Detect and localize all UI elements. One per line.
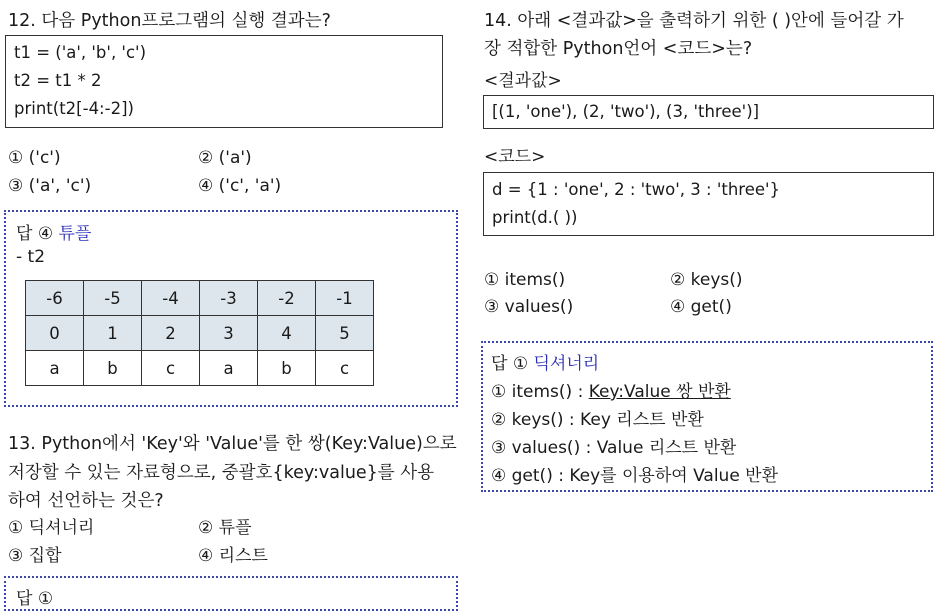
explain-line-1: [491, 377, 731, 402]
result-text: [(1, 'one'), (2, 'two'), (3, 'three')]: [492, 102, 760, 121]
q13-line-3: 하여 선언하는 것은?: [8, 491, 164, 511]
explain-line-4: ④ get() : Key를 이용하여 Value 반환: [491, 466, 779, 486]
table-cell: -3: [200, 281, 258, 316]
q14-option-4: ④ get(): [670, 297, 732, 317]
table-cell: a: [26, 351, 84, 386]
result-box: [483, 95, 934, 129]
q12-option-3: ③ ('a', 'c'): [8, 176, 92, 196]
table-cell: -1: [316, 281, 374, 316]
q13-answer-box: [4, 576, 458, 611]
q14-option-1: ① items(): [484, 270, 566, 290]
q12-title: 12. 다음 Python프로그램의 실행 결과는?: [8, 11, 331, 31]
explain-line-2: ② keys() : Key 리스트 반환: [491, 410, 704, 430]
q12-option-4: ④ ('c', 'a'): [198, 176, 282, 196]
q13-option-1: ① 딕셔너리: [8, 518, 95, 538]
q12-answer-box: [4, 210, 458, 407]
answer-word: 튜플: [58, 224, 92, 244]
result-label: <결과값>: [484, 71, 562, 91]
answer-prefix: 답 ④: [16, 224, 54, 244]
code-line: d = {1 : 'one', 2 : 'two', 3 : 'three'}: [492, 180, 781, 199]
q12-option-1: ① ('c'): [8, 148, 61, 168]
q13-line-2: 저장할 수 있는 자료형으로, 중괄호{key:value}를 사용: [8, 463, 435, 483]
explain-underlined: Key:Value 쌍 반환: [588, 382, 731, 402]
code-line: print(d.( )): [492, 208, 578, 227]
table-cell: 3: [200, 316, 258, 351]
answer-word: 딕셔너리: [533, 354, 600, 374]
positive-index-row: [26, 316, 374, 351]
q14-line-2: 장 적합한 Python언어 <코드>는?: [484, 39, 753, 59]
table-cell: -4: [142, 281, 200, 316]
explain-line-3: ③ values() : Value 리스트 반환: [491, 438, 737, 458]
q14-answer-box: [481, 341, 933, 492]
code-line: t1 = ('a', 'b', 'c'): [14, 43, 147, 62]
code-line: print(t2[-4:-2]): [14, 99, 134, 118]
table-cell: -5: [84, 281, 142, 316]
negative-index-row: [26, 281, 374, 316]
explain-prefix: ① items() :: [491, 382, 589, 402]
q13-line-1: 13. Python에서 'Key'와 'Value'를 한 쌍(Key:Value)으로: [8, 434, 457, 454]
table-cell: -6: [26, 281, 84, 316]
q13-option-4: ④ 리스트: [198, 546, 268, 566]
value-row: [26, 351, 374, 386]
answer-prefix: 답 ①: [491, 354, 529, 374]
table-cell: -2: [258, 281, 316, 316]
table-cell: 5: [316, 316, 374, 351]
q13-option-2: ② 튜플: [198, 518, 252, 538]
code-label: <코드>: [484, 147, 546, 167]
table-cell: a: [200, 351, 258, 386]
q14-option-2: ② keys(): [670, 270, 743, 290]
table-cell: 0: [26, 316, 84, 351]
table-cell: c: [142, 351, 200, 386]
q14-code-box: [483, 172, 934, 236]
code-line: t2 = t1 * 2: [14, 71, 102, 90]
q13-answer: 답 ①: [16, 589, 54, 609]
q12-code-box: [5, 35, 443, 128]
table-cell: c: [316, 351, 374, 386]
table-cell: 4: [258, 316, 316, 351]
table-cell: 1: [84, 316, 142, 351]
index-table: [25, 280, 374, 386]
q13-option-3: ③ 집합: [8, 546, 62, 566]
q14-option-3: ③ values(): [484, 297, 574, 317]
table-cell: b: [84, 351, 142, 386]
q14-answer: [491, 349, 599, 374]
table-cell: b: [258, 351, 316, 386]
q12-answer: [16, 219, 91, 244]
table-cell: 2: [142, 316, 200, 351]
q12-option-2: ② ('a'): [198, 148, 252, 168]
q14-line-1: 14. 아래 <결과값>을 출력하기 위한 ( )안에 들어갈 가: [484, 11, 904, 31]
q12-explain: - t2: [16, 247, 46, 267]
